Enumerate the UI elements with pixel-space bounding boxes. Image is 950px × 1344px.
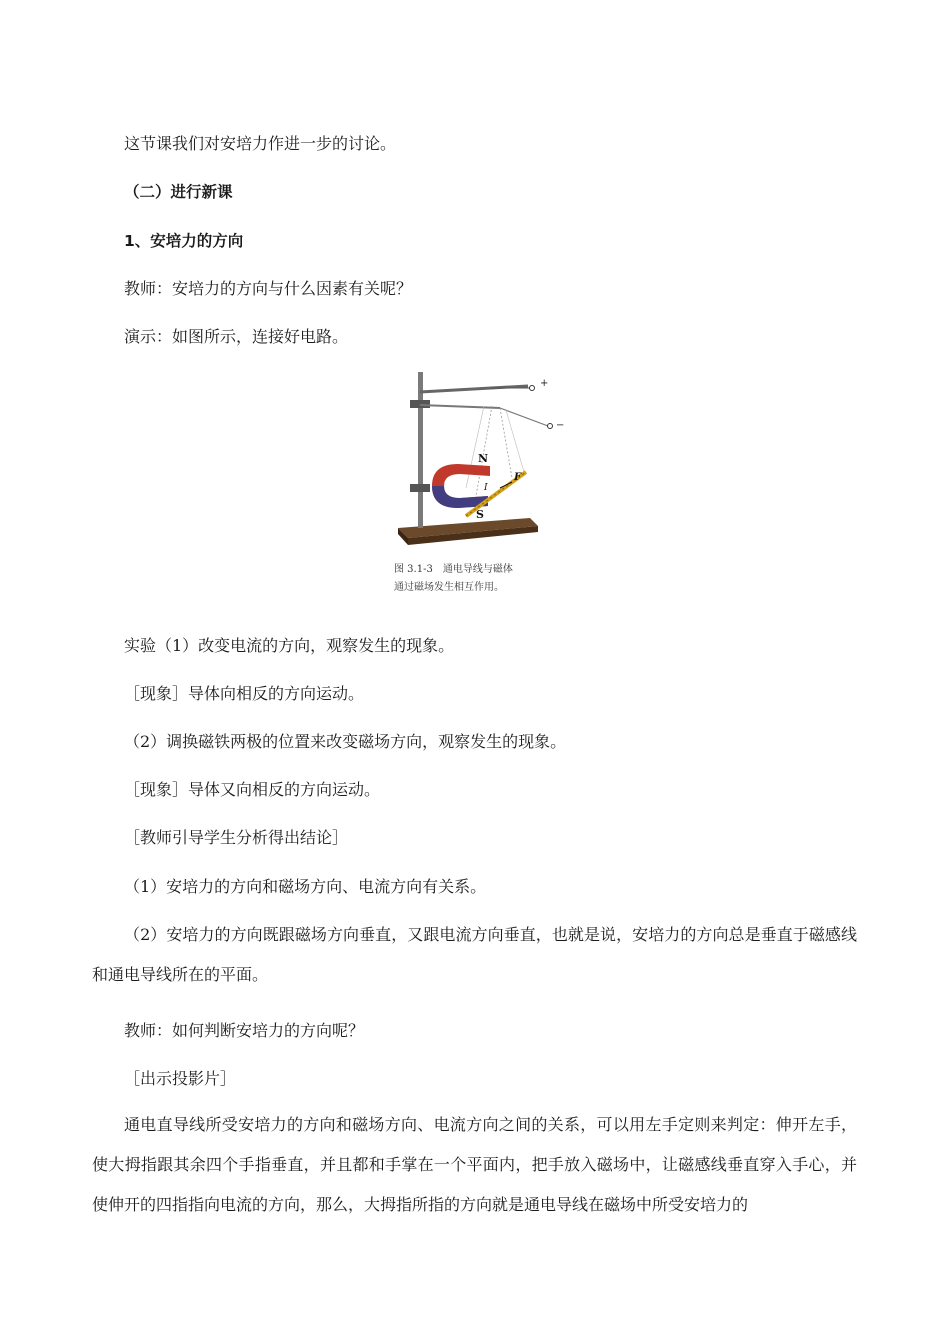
force-label: F	[514, 472, 522, 483]
paragraph-teacher-question-2: 教师：如何判断安培力的方向呢？	[124, 1021, 365, 1040]
plus-label: +	[540, 378, 549, 389]
paragraph-demo: 演示：如图所示，连接好电路。	[124, 327, 349, 346]
paragraph-phenomenon-2: ［现象］导体又向相反的方向运动。	[124, 780, 381, 799]
paragraph-left-hand-rule: 通电直导线所受安培力的方向和磁场方向、电流方向之间的关系，可以用左手定则来判定：伸开左手，使大拇指跟其余四个手指垂直，并且都和手掌在一个平面内，把手放入磁场中，让磁感线垂直穿入手心，并使伸开的四指指向电流的方向，那么，大拇指所指的方向就是通电导线在磁场中所受安培力的	[92, 1115, 857, 1214]
subsection-heading: 1、安培力的方向	[124, 232, 244, 250]
experiment-apparatus-illustration	[380, 368, 570, 568]
paragraph-teacher-guide: ［教师引导学生分析得出结论］	[124, 828, 349, 847]
north-pole-label: N	[478, 452, 489, 465]
paragraph-conclusion-2: （2）安培力的方向既跟磁场方向垂直，又跟电流方向垂直，也就是说，安培力的方向总是垂直于磁感线和通电导线所在的平面。	[92, 925, 857, 984]
paragraph-experiment-1: 实验（1）改变电流的方向，观察发生的现象。	[124, 636, 455, 655]
paragraph-show-slide: ［出示投影片］	[124, 1069, 237, 1088]
south-pole-label: S	[476, 508, 484, 521]
paragraph-intro: 这节课我们对安培力作进一步的讨论。	[124, 134, 397, 153]
paragraph-teacher-question: 教师：安培力的方向与什么因素有关呢？	[124, 279, 413, 298]
figure-caption-line2: 通过磁场发生相互作用。	[394, 582, 504, 593]
section-heading: （二）进行新课	[124, 183, 233, 201]
paragraph-phenomenon-1: ［现象］导体向相反的方向运动。	[124, 684, 365, 703]
paragraph-conclusion-1: （1）安培力的方向和磁场方向、电流方向有关系。	[124, 877, 487, 896]
minus-label: −	[556, 420, 565, 431]
paragraph-experiment-2: （2）调换磁铁两极的位置来改变磁场方向，观察发生的现象。	[124, 732, 567, 751]
current-label: I	[484, 483, 488, 493]
figure-caption-line1: 图 3.1-3 通电导线与磁体	[394, 564, 513, 575]
experiment-figure	[380, 368, 570, 600]
